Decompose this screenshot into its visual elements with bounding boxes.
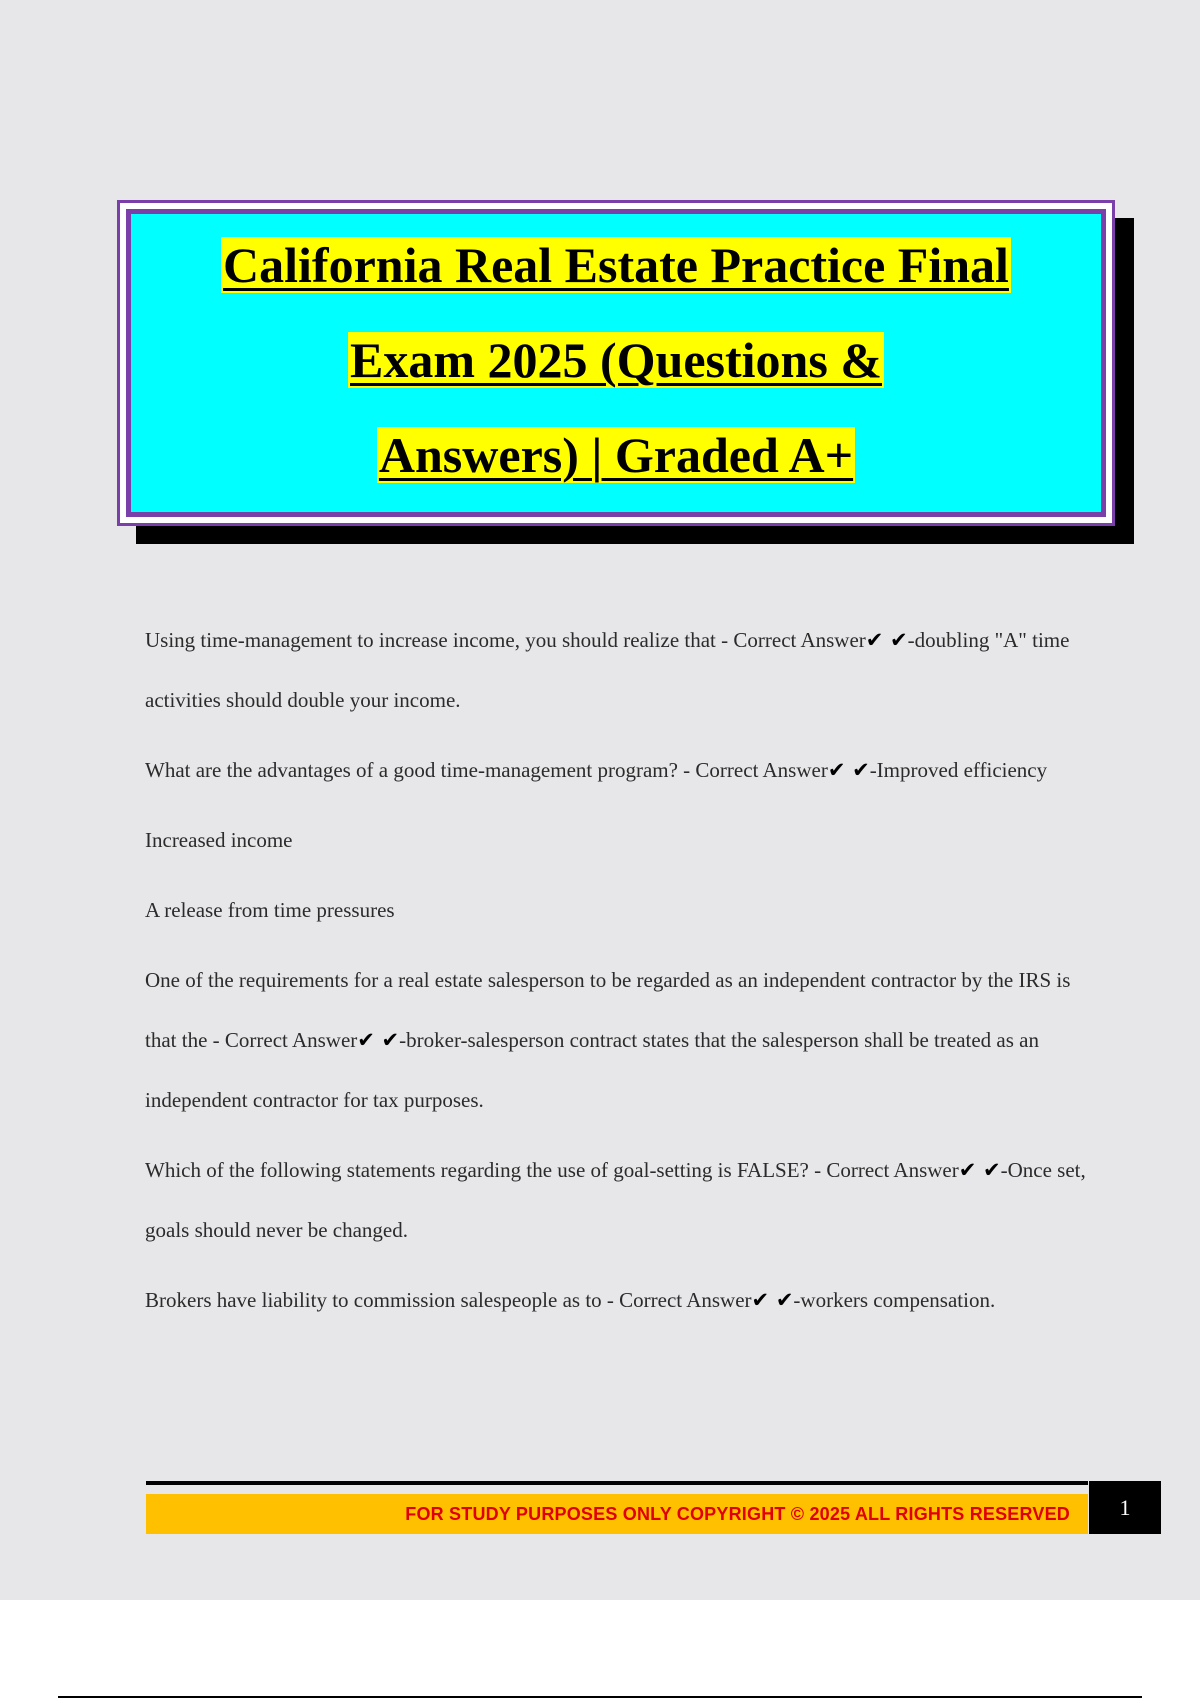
answer-text: -Improved efficiency bbox=[869, 758, 1048, 782]
page-number-box bbox=[1089, 1481, 1161, 1534]
qa-item bbox=[145, 610, 1105, 730]
title-line-1: California Real Estate Practice Final bbox=[223, 237, 1009, 293]
check-icon: ✔ ✔ bbox=[827, 758, 870, 782]
question-text: Which of the following statements regarding the use of goal-setting is FALSE? - Correct Answer bbox=[145, 1158, 959, 1182]
page-number: 1 bbox=[1119, 1494, 1131, 1520]
check-icon: ✔ ✔ bbox=[865, 628, 908, 652]
qa-content bbox=[145, 610, 1105, 1340]
qa-item bbox=[145, 740, 1105, 800]
title-line-2: Exam 2025 (Questions & bbox=[350, 332, 882, 388]
qa-item bbox=[145, 950, 1105, 1130]
list-item: Increased income bbox=[145, 828, 293, 852]
question-text: One of the requirements for a real estate salesperson to be regarded as an independent contractor by the IRS is that the - Correct Answer bbox=[145, 968, 1071, 1052]
footer-copyright: FOR STUDY PURPOSES ONLY COPYRIGHT © 2025 ALL RIGHTS RESERVED bbox=[405, 1503, 1070, 1524]
answer-text: -broker-salesperson contract states that the salesperson shall be treated as an independent contractor for tax purposes. bbox=[145, 1028, 1039, 1112]
question-text: Using time-management to increase income, you should realize that - Correct Answer bbox=[145, 628, 866, 652]
title-box-inner bbox=[126, 209, 1106, 517]
bottom-rule bbox=[58, 1696, 1142, 1698]
question-text: Brokers have liability to commission salespeople as to - Correct Answer bbox=[145, 1288, 752, 1312]
footer-band bbox=[146, 1494, 1088, 1534]
answer-text: -doubling "A" time activities should double your income. bbox=[145, 628, 1070, 712]
title-box bbox=[117, 200, 1115, 526]
footer-rule bbox=[146, 1481, 1088, 1485]
check-icon: ✔ ✔ bbox=[357, 1028, 400, 1052]
question-text: What are the advantages of a good time-management program? - Correct Answer bbox=[145, 758, 828, 782]
title-line-3: Answers) | Graded A+ bbox=[378, 427, 854, 483]
check-icon: ✔ ✔ bbox=[751, 1288, 794, 1312]
list-item: A release from time pressures bbox=[145, 898, 395, 922]
answer-text: -Once set, goals should never be changed. bbox=[145, 1158, 1086, 1242]
answer-text: -workers compensation. bbox=[793, 1288, 996, 1312]
check-icon: ✔ ✔ bbox=[958, 1158, 1001, 1182]
qa-item bbox=[145, 1140, 1105, 1260]
qa-item bbox=[145, 1270, 1105, 1330]
